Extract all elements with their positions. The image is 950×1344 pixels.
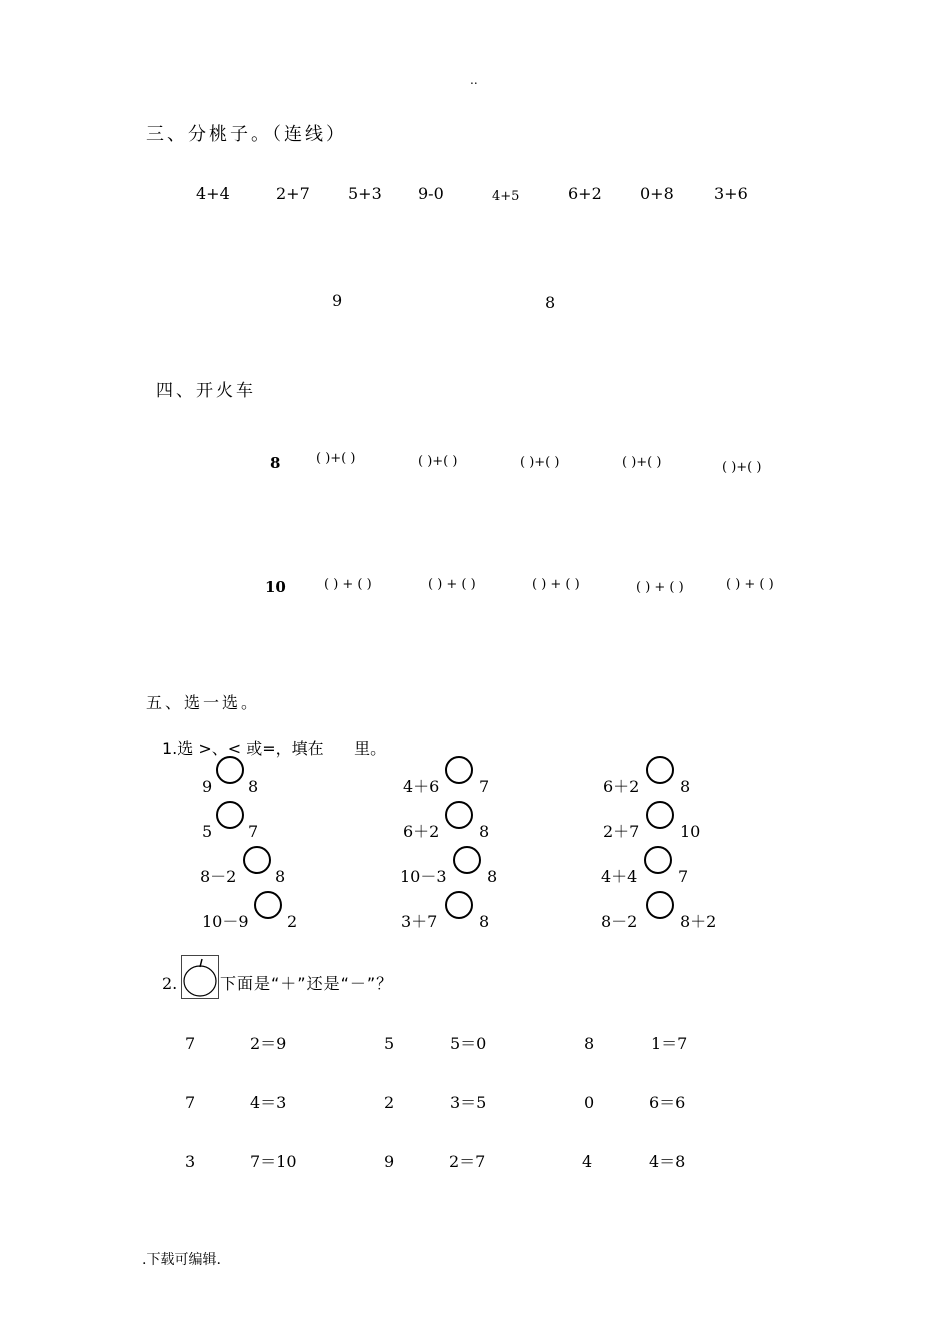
fill-right: 3＝5: [450, 1093, 487, 1112]
compare-right: 8: [275, 867, 286, 886]
compare-left: 10－9: [202, 912, 249, 931]
apple-icon: [181, 955, 219, 999]
fill-left: 0: [584, 1093, 595, 1112]
fill-right: 7＝10: [250, 1152, 297, 1171]
compare-left: 8－2: [601, 912, 638, 931]
section-4-title: 四、开火车: [156, 381, 256, 401]
target-8: 8: [545, 293, 556, 312]
fill-right: 2＝9: [250, 1034, 287, 1053]
compare-right: 7: [248, 822, 259, 841]
answer-circle[interactable]: [646, 891, 674, 919]
compare-left: 2＋7: [603, 822, 640, 841]
answer-circle[interactable]: [445, 801, 473, 829]
answer-circle[interactable]: [216, 801, 244, 829]
fill-left: 5: [384, 1034, 395, 1053]
fill-left: 9: [384, 1152, 395, 1171]
train-blank: ( )+( ): [520, 455, 560, 470]
footer-note: .下载可编辑.: [142, 1252, 221, 1268]
train-blank: ( ) + ( ): [324, 577, 372, 592]
fill-left: 3: [185, 1152, 196, 1171]
answer-circle[interactable]: [644, 846, 672, 874]
fill-right: 4＝8: [649, 1152, 686, 1171]
answer-circle[interactable]: [445, 891, 473, 919]
train-blank: ( )+( ): [622, 455, 662, 470]
answer-circle[interactable]: [453, 846, 481, 874]
compare-right: 8: [680, 777, 691, 796]
fill-left: 7: [185, 1034, 196, 1053]
expr-7: 0+8: [640, 184, 674, 203]
compare-right: 8: [479, 912, 490, 931]
train-blank: ( ) + ( ): [726, 577, 774, 592]
fill-right: 2＝7: [449, 1152, 486, 1171]
expr-3: 5+3: [348, 184, 382, 203]
compare-right: 2: [287, 912, 298, 931]
question-2: 下面是“＋”还是“－”？: [220, 974, 394, 993]
answer-circle[interactable]: [445, 756, 473, 784]
fill-left: 8: [584, 1034, 595, 1053]
answer-circle[interactable]: [216, 756, 244, 784]
question-1: 1.选 >、< 或=，填在 里。: [162, 739, 387, 758]
question-2-number: 2.: [162, 974, 178, 993]
compare-left: 5: [202, 822, 213, 841]
compare-right: 10: [680, 822, 701, 841]
expr-2: 2+7: [276, 184, 310, 203]
section-5-title: 五、选一选。: [146, 693, 261, 712]
train-blank: ( ) + ( ): [532, 577, 580, 592]
expr-6: 6+2: [568, 184, 602, 203]
compare-right: 7: [479, 777, 490, 796]
compare-left: 6＋2: [403, 822, 440, 841]
fill-left: 4: [582, 1152, 593, 1171]
compare-left: 9: [202, 777, 213, 796]
compare-right: 8: [479, 822, 490, 841]
fill-left: 2: [384, 1093, 395, 1112]
fill-right: 4＝3: [250, 1093, 287, 1112]
header-mark: ..: [470, 73, 478, 87]
train-blank: ( ) + ( ): [428, 577, 476, 592]
compare-right: 7: [678, 867, 689, 886]
compare-right: 8＋2: [680, 912, 717, 931]
train-blank: ( ) + ( ): [636, 580, 684, 595]
compare-left: 4＋6: [403, 777, 440, 796]
fill-right: 6＝6: [649, 1093, 686, 1112]
train-blank: ( )+( ): [722, 460, 762, 475]
compare-left: 8－2: [200, 867, 237, 886]
answer-circle[interactable]: [243, 846, 271, 874]
train-label-8: 8: [270, 454, 281, 472]
answer-circle[interactable]: [254, 891, 282, 919]
train-label-10: 10: [265, 578, 286, 596]
answer-circle[interactable]: [646, 756, 674, 784]
expr-5: 4+5: [492, 189, 520, 204]
compare-left: 10－3: [400, 867, 447, 886]
compare-left: 4＋4: [601, 867, 638, 886]
target-9: 9: [332, 291, 343, 310]
compare-right: 8: [248, 777, 259, 796]
fill-left: 7: [185, 1093, 196, 1112]
compare-right: 8: [487, 867, 498, 886]
answer-circle[interactable]: [646, 801, 674, 829]
fill-right: 5＝0: [450, 1034, 487, 1053]
compare-left: 6＋2: [603, 777, 640, 796]
train-blank: ( )+( ): [316, 451, 356, 466]
expr-8: 3+6: [714, 184, 748, 203]
fill-right: 1＝7: [651, 1034, 688, 1053]
section-3-title: 三、分桃子。（连线）: [146, 124, 347, 145]
expr-4: 9-0: [418, 184, 444, 203]
compare-left: 3＋7: [401, 912, 438, 931]
train-blank: ( )+( ): [418, 454, 458, 469]
expr-1: 4+4: [196, 184, 230, 203]
